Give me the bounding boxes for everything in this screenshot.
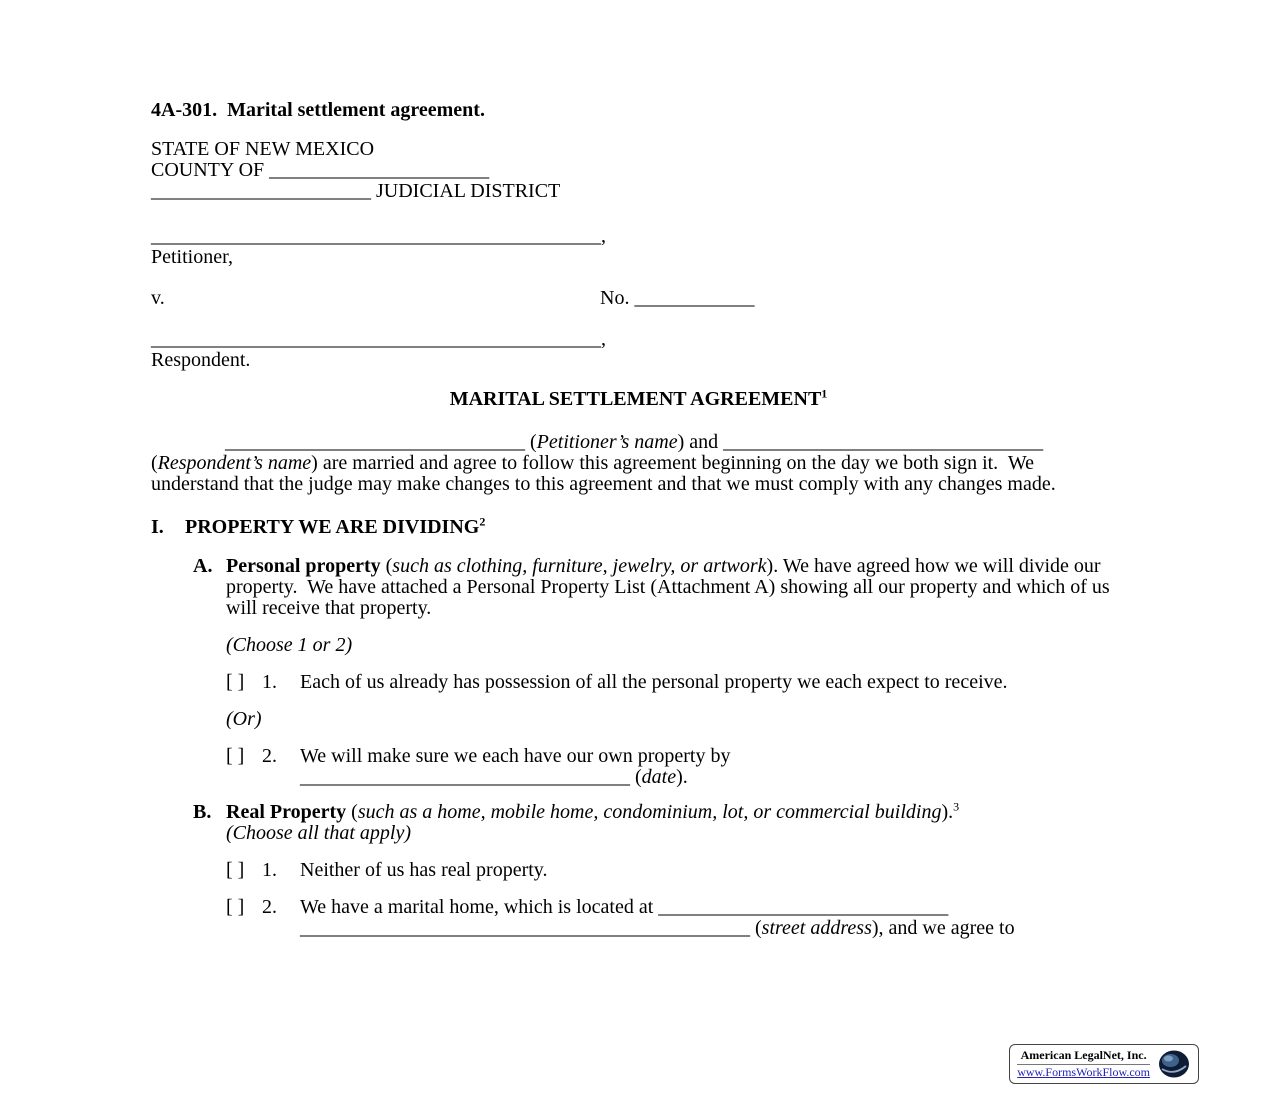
checkbox-a2: [ ] <box>226 745 245 767</box>
item-b-paren-open: ( <box>346 801 358 823</box>
option-a1-text: Each of us already has possession of all the personal property we each expect to receive. <box>300 671 1008 693</box>
street-address-hint: street address <box>761 917 872 939</box>
form-heading: 4A-301. Marital settlement agreement. <box>151 99 485 121</box>
checkbox-a1: [ ] <box>226 671 245 693</box>
caption-district <box>151 181 1126 202</box>
item-a-paragraph <box>226 556 1126 619</box>
footnote-ref-2: 2 <box>479 514 486 529</box>
option-b2 <box>226 897 1126 939</box>
option-b2-line-1 <box>300 897 1126 918</box>
footer-link[interactable]: www.FormsWorkFlow.com <box>1017 1065 1150 1079</box>
or-label: (Or) <box>226 708 262 730</box>
option-a2-line-1: We will make sure we each have our own property by <box>300 745 731 767</box>
caption-state: STATE OF NEW MEXICO <box>151 138 375 160</box>
intro-paragraph <box>151 432 1126 495</box>
item-b-letter: B. <box>193 801 212 823</box>
case-number-blank: ____________ <box>634 287 755 309</box>
item-b-paragraph <box>226 799 1126 823</box>
section-1-heading <box>151 514 1126 538</box>
address-paren-open: ( <box>750 917 762 939</box>
intro-petitioner-blank: ______________________________ <box>225 431 525 453</box>
intro-respondent-blank: ________________________________ <box>723 431 1044 453</box>
petitioner-name-hint: Petitioner’s name <box>536 431 678 453</box>
option-a2-date-line <box>300 767 1126 788</box>
footnote-ref-1: 1 <box>821 386 828 401</box>
intro-paren-open-2: ( <box>151 452 158 474</box>
case-number-group <box>600 288 754 309</box>
item-b-examples: such as a home, mobile home, condominium, lot, or commercial building <box>357 801 942 823</box>
district-blank-line: ______________________ <box>151 180 371 202</box>
choose-1-or-2-label: (Choose 1 or 2) <box>226 634 353 656</box>
intro-line-1 <box>151 432 1126 453</box>
versus-label: v. <box>151 287 165 309</box>
section-1-title-text: PROPERTY WE ARE DIVIDING <box>185 516 480 538</box>
option-a2 <box>226 746 1126 788</box>
item-a <box>193 556 1126 788</box>
item-a-lead: Personal property <box>226 555 381 577</box>
option-a2-text <box>300 746 1126 788</box>
address-blank-2: _____________________________________________ <box>300 917 750 939</box>
date-blank: _________________________________ <box>300 766 630 788</box>
intro-paren-open-1: ( <box>525 431 537 453</box>
agreement-title <box>151 386 1126 410</box>
checkbox-b2: [ ] <box>226 896 245 918</box>
versus-row <box>151 288 1126 309</box>
option-a1 <box>226 672 1126 693</box>
document-content <box>151 100 1126 939</box>
item-a-body-text: ). We have agreed how we will divide our property. We have attached a Personal Property List (Attachment A) showing all our property and which of us will receive that property. <box>226 555 1115 619</box>
date-hint: date <box>641 766 677 788</box>
intro-body <box>151 453 1126 495</box>
legalnet-badge <box>1009 1044 1199 1084</box>
respondent-name-blank: _____________________________________________, <box>151 328 606 350</box>
item-a-examples: such as clothing, furniture, jewelry, or artwork <box>392 555 767 577</box>
checkbox-b1: [ ] <box>226 859 245 881</box>
petitioner-label: Petitioner, <box>151 246 233 268</box>
option-b2-text-lead: We have a marital home, which is located at <box>300 896 659 918</box>
intro-and-text: ) and <box>677 431 724 453</box>
respondent-name-hint: Respondent’s name <box>157 452 312 474</box>
item-a-paren-open: ( <box>380 555 393 577</box>
option-a1-number: 1. <box>262 671 277 693</box>
county-blank-line: ______________________ <box>269 159 490 181</box>
option-b2-tail: ), and we agree to <box>871 917 1015 939</box>
footer-company: American LegalNet, Inc. <box>1017 1048 1150 1065</box>
item-b-lead: Real Property <box>226 801 347 823</box>
intro-rest-text: ) are married and agree to follow this agreement beginning on the day we both sign it. We understand that the judge may make changes to this agreement and that we must comply with any changes made. <box>151 452 1056 495</box>
petitioner-name-blank: _____________________________________________, <box>151 225 606 247</box>
option-b1-text: Neither of us has real property. <box>300 859 548 881</box>
date-paren-close: ). <box>676 766 688 788</box>
legalnet-badge-text <box>1017 1048 1150 1080</box>
district-label: JUDICIAL DISTRICT <box>371 180 561 202</box>
item-a-letter: A. <box>193 555 213 577</box>
date-paren-open: ( <box>630 766 642 788</box>
item-b <box>193 799 1126 939</box>
option-b2-line-2 <box>300 918 1126 939</box>
option-b2-number: 2. <box>262 896 277 918</box>
address-blank-1: _____________________________ <box>658 896 949 918</box>
case-number-label: No. <box>600 287 635 309</box>
option-b1-number: 1. <box>262 859 277 881</box>
option-b2-text <box>300 897 1126 939</box>
section-1-number: I. <box>151 516 164 538</box>
agreement-title-text: MARITAL SETTLEMENT AGREEMENT <box>449 388 822 410</box>
section-1-title <box>185 514 486 538</box>
option-a2-number: 2. <box>262 745 277 767</box>
county-label: COUNTY OF <box>151 159 270 181</box>
caption-county <box>151 160 1126 181</box>
court-caption <box>151 139 1126 202</box>
choose-all-that-apply-label: (Choose all that apply) <box>226 822 411 844</box>
respondent-label: Respondent. <box>151 349 251 371</box>
globe-logo-icon <box>1157 1049 1191 1079</box>
option-b1 <box>226 860 1126 881</box>
item-b-paren-close: ). <box>941 801 954 823</box>
footnote-ref-3: 3 <box>953 799 960 814</box>
